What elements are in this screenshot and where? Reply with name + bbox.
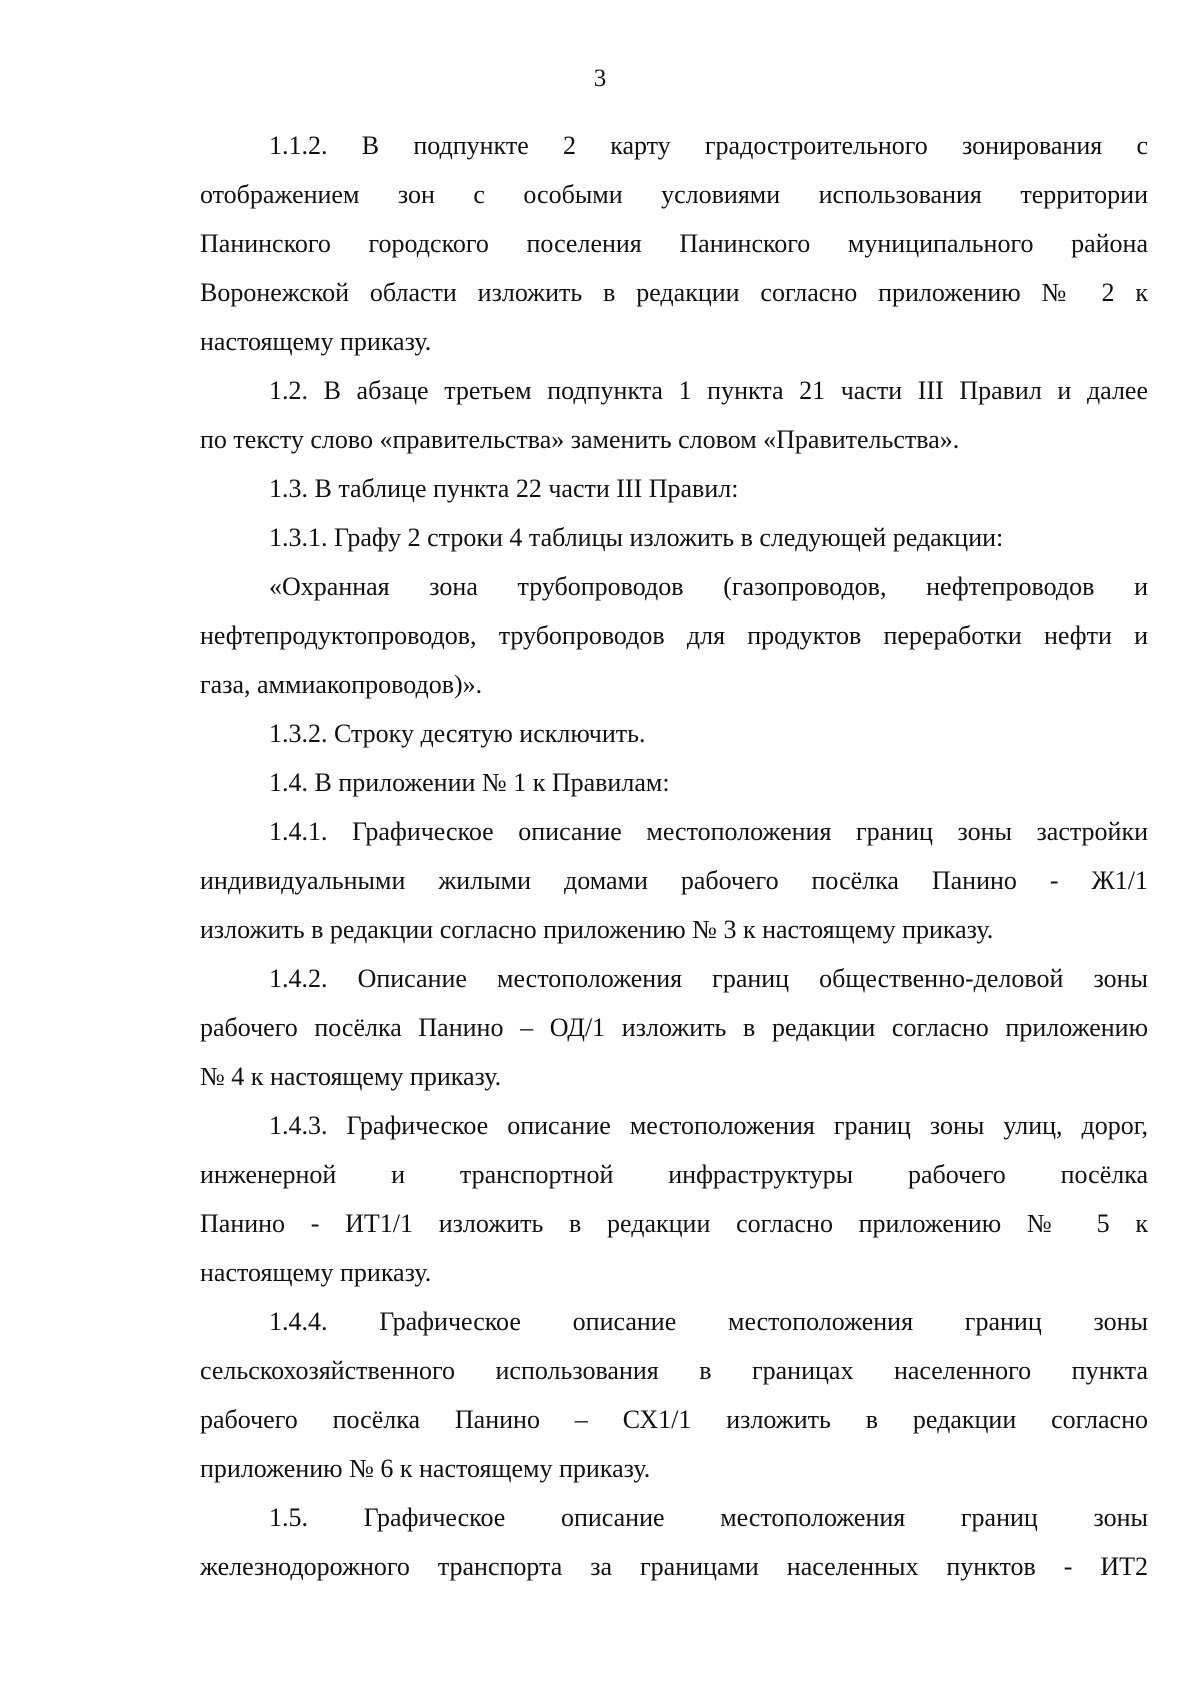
text-line: 1.4.4. Графическое описание местоположения границ зоны bbox=[269, 1307, 1148, 1336]
text-line: 1.3.2. Строку десятую исключить. bbox=[269, 719, 646, 748]
text-line: 1.4.1. Графическое описание местоположения границ зоны застройки bbox=[269, 817, 1148, 846]
text-line: 1.5. Графическое описание местоположения границ зоны bbox=[269, 1503, 1148, 1532]
paragraph-1-4-4 bbox=[200, 1297, 1148, 1493]
text-line: 1.1.2. В подпункте 2 карту градостроительного зонирования с bbox=[269, 131, 1148, 160]
text-line: 1.3.1. Графу 2 строки 4 таблицы изложить в следующей редакции: bbox=[269, 523, 1004, 552]
text-line: 1.4.3. Графическое описание местоположения границ зоны улиц, дорог, bbox=[269, 1111, 1148, 1140]
text-line: настоящему приказу. bbox=[200, 1258, 432, 1287]
text-line: железнодорожного транспорта за границами населенных пунктов - ИТ2 bbox=[200, 1552, 1148, 1581]
text-line: рабочего посёлка Панино – СХ1/1 изложить в редакции согласно bbox=[200, 1405, 1148, 1434]
paragraph-1-2 bbox=[200, 366, 1148, 464]
text-line: газа, аммиакопроводов)». bbox=[200, 670, 483, 699]
paragraph-1-3-2 bbox=[200, 709, 1148, 758]
text-line: № 4 к настоящему приказу. bbox=[200, 1062, 502, 1091]
text-line: отображением зон с особыми условиями использования территории bbox=[200, 180, 1148, 209]
paragraph-1-3-1 bbox=[200, 513, 1148, 562]
paragraph-1-1-2 bbox=[200, 121, 1148, 366]
text-line: изложить в редакции согласно приложению № 3 к настоящему приказу. bbox=[200, 915, 994, 944]
paragraph-1-4-2 bbox=[200, 954, 1148, 1101]
text-line: Панино - ИТ1/1 изложить в редакции согласно приложению № 5 к bbox=[200, 1209, 1148, 1238]
text-line: инженерной и транспортной инфраструктуры рабочего посёлка bbox=[200, 1160, 1148, 1189]
text-line: приложению № 6 к настоящему приказу. bbox=[200, 1454, 651, 1483]
paragraph-1-4-1 bbox=[200, 807, 1148, 954]
paragraph-quote bbox=[200, 562, 1148, 709]
page-number: 3 bbox=[593, 65, 607, 92]
paragraph-1-4 bbox=[200, 758, 1148, 807]
text-line: индивидуальными жилыми домами рабочего посёлка Панино - Ж1/1 bbox=[200, 866, 1148, 895]
text-line: 1.2. В абзаце третьем подпункта 1 пункта 21 части III Правил и далее bbox=[269, 376, 1148, 405]
text-line: настоящему приказу. bbox=[200, 327, 432, 356]
paragraph-1-5 bbox=[200, 1493, 1148, 1591]
text-line: Панинского городского поселения Панинского муниципального района bbox=[200, 229, 1148, 258]
text-line: по тексту слово «правительства» заменить словом «Правительства». bbox=[200, 425, 960, 454]
text-line: «Охранная зона трубопроводов (газопроводов, нефтепроводов и bbox=[269, 572, 1148, 601]
text-line: Воронежской области изложить в редакции согласно приложению № 2 к bbox=[200, 278, 1148, 307]
text-line: нефтепродуктопроводов, трубопроводов для продуктов переработки нефти и bbox=[200, 621, 1148, 650]
paragraph-1-4-3 bbox=[200, 1101, 1148, 1297]
text-line: сельскохозяйственного использования в границах населенного пункта bbox=[200, 1356, 1148, 1385]
paragraph-1-3 bbox=[200, 464, 1148, 513]
text-line: рабочего посёлка Панино – ОД/1 изложить в редакции согласно приложению bbox=[200, 1013, 1148, 1042]
text-line: 1.3. В таблице пункта 22 части III Правил: bbox=[269, 474, 739, 503]
text-line: 1.4.2. Описание местоположения границ общественно-деловой зоны bbox=[269, 964, 1148, 993]
document-body bbox=[200, 121, 1148, 1591]
text-line: 1.4. В приложении № 1 к Правилам: bbox=[269, 768, 670, 797]
